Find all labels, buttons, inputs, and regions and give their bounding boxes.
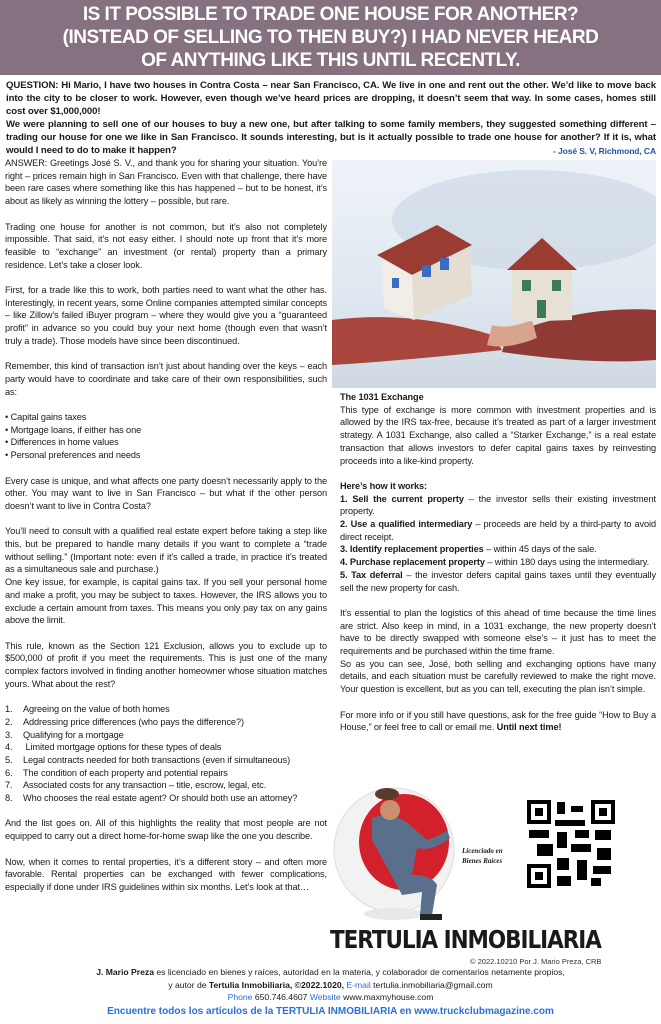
- list-number: 5.: [5, 754, 13, 765]
- phone-label: Phone: [227, 992, 253, 1002]
- paragraph: Now, when it comes to rental properties, it’s a different story – and often more favorable. Rental properties can be exchanged with fewer complications, especially if done under IRS guidelines within six months. Let’s look at that…: [5, 856, 327, 892]
- paragraph: So as you can see, José, both selling and exchanging options have many details, and each situation must be carefully reviewed to make the right move. Your question is excellent, but as you can tell, executing the plan isn’t simple.: [340, 658, 656, 695]
- step-text: – the investor sells their existing investment property.: [340, 493, 656, 517]
- list-item: [5, 741, 327, 754]
- paragraph: One key issue, for example, is capital gains tax. If you sell your personal home and make a profit, you may be subject to taxes. However, the IRS allows you to exclude a certain amount from taxes. This means you only pay tax on any gains above the limit.: [5, 577, 327, 626]
- paragraph: Remember, this kind of transaction isn’t just about handing over the keys – each party would have to coordinate and take care of their own responsibilities, such as:: [5, 361, 327, 397]
- list-number: 8.: [5, 793, 13, 804]
- list-item: [5, 792, 327, 805]
- paragraph-text: For more info or if you still have questions, ask for the free guide “How to Buy a House,” or feel free to call or email me.: [340, 709, 656, 733]
- list-text: Agreeing on the value of both homes: [23, 704, 170, 715]
- list-number: 4.: [5, 742, 13, 753]
- step-text: – proceeds are held by a third-party to avoid direct receipt.: [340, 519, 656, 542]
- paragraph: [340, 709, 656, 734]
- list-item: [5, 767, 327, 780]
- headline-line: OF ANYTHING LIKE THIS UNTIL RECENTLY.: [141, 50, 520, 71]
- step-title: 3. Identify replacement properties: [340, 544, 484, 555]
- section-heading: The 1031 Exchange: [340, 392, 424, 402]
- question-paragraph: We were planning to sell one of our houses to buy a new one, but after talking to some family members, they suggested something different – trading our house for one we like in San Francisco. It sounds interesting, but is it actually possible to trade one house for another? If it is, what would I need to do to make it happen?: [6, 119, 656, 156]
- bullet-list: [5, 411, 327, 462]
- paragraph: This rule, known as the Section 121 Exclusion, allows you to exclude up to $500,000 of profit if you meet the requirements. This is just one of the many complex factors involved in finding another homeowner whose situation matches yours. What about the rest?: [5, 640, 327, 689]
- list-item: [5, 779, 327, 792]
- steps-list: [340, 493, 656, 595]
- caption-line: Bienes Raíces: [462, 857, 503, 865]
- paragraph: This type of exchange is more common with investment properties and is allowed by the IRS tax-free, because it’s treated as part of a larger investment strategy. A 1031 Exchange, also called a “Starker Exchange,” is a real estate transaction that allows investors to defer capital gains taxes by reinvesting proceeds into a like-kind property.: [340, 404, 656, 466]
- paragraph: Trading one house for another is not common, but it’s also not completely impossible. That said, it’s not easy either. I should note up front that it’s more feasible to “exchange” an investment (or rental) property than a primary residence. Let’s take a closer look.: [5, 221, 327, 270]
- footer-line: [0, 979, 661, 992]
- list-text: Who chooses the real estate agent? Or should both use an attorney?: [23, 793, 298, 804]
- footer-line: [0, 966, 661, 979]
- email-link[interactable]: tertulia.inmobiliaria@gmail.com: [370, 979, 493, 990]
- copyright-text: © 2022.10210 Por J. Mario Preza, CRB: [470, 957, 602, 966]
- list-text: Associated costs for any transaction – title, escrow, legal, etc.: [23, 780, 267, 791]
- headline: [0, 0, 661, 75]
- paragraph: First, for a trade like this to work, both parties need to want what the other has. Interestingly, in recent years, some Online companies attempted similar concepts – like Zillow’s failed iBuyer program – where they would give you a “guaranteed profit” in advance so you could buy your next home (though even that wasn’t truly a trade). Those models have since been discontinued.: [5, 285, 327, 346]
- list-text: Addressing price differences (who pays the difference?): [23, 716, 244, 727]
- list-number: 3.: [5, 729, 13, 740]
- list-number: 7.: [5, 780, 13, 791]
- house-left-icon: [377, 225, 472, 320]
- numbered-list: [5, 703, 327, 805]
- answer-right-column: [340, 391, 656, 747]
- list-item: [5, 729, 327, 742]
- footer-line: [0, 991, 661, 1004]
- step-text: – the investor defers capital gains taxes until they eventually sell the new property for cash.: [340, 569, 656, 593]
- question-signature: - José S. V, Richmond, CA: [553, 146, 656, 156]
- houses-in-hands-photo: [332, 160, 656, 388]
- step-item: [340, 493, 656, 518]
- list-item: [5, 703, 327, 716]
- publication-name: Tertulia Inmobiliaria, ©2022.1020,: [208, 979, 345, 990]
- step-title: 5. Tax deferral: [340, 569, 403, 580]
- step-title: 1. Sell the current property: [340, 493, 464, 504]
- website-link[interactable]: www.maxmyhouse.com: [340, 992, 434, 1002]
- step-text: – within 180 days using the intermediary.: [484, 557, 650, 568]
- answer-left-column: [5, 157, 327, 906]
- list-text: Qualifying for a mortgage: [23, 729, 124, 740]
- question-paragraph: QUESTION: Hi Mario, I have two houses in Contra Costa – near San Francisco, CA. We live in one and rent out the other. We’d like to move back into the city to be closer to work. However, even though we’ve heard prices are dropping, it doesn’t seem that way. In some cases, homes still cost over $1,000,000!: [6, 80, 656, 117]
- step-item: [340, 556, 656, 569]
- list-item: [5, 716, 327, 729]
- list-number: 1.: [5, 704, 13, 715]
- list-text: The condition of each property and potential repairs: [23, 767, 228, 778]
- list-number: 6.: [5, 767, 13, 778]
- list-item: [5, 754, 327, 767]
- headline-line: IS IT POSSIBLE TO TRADE ONE HOUSE FOR ANOTHER?: [82, 4, 579, 25]
- footer: [0, 966, 661, 1018]
- caption-line: Licenciado en: [462, 847, 503, 855]
- licensed-caption: [462, 846, 503, 866]
- articles-link[interactable]: Encuentre todos los artículos de la TERTULIA INMOBILIARIA en www.truckclubmagazine.com: [107, 1005, 554, 1017]
- question-block: [6, 79, 656, 158]
- step-title: 4. Purchase replacement property: [340, 557, 485, 568]
- list-text: Limited mortgage options for these types of deals: [23, 742, 222, 753]
- phone-number[interactable]: 650.746.4607: [252, 992, 310, 1002]
- qr-code: [527, 800, 615, 888]
- step-item: [340, 569, 656, 594]
- email-label: E-mail: [344, 979, 371, 990]
- list-text: Legal contracts needed for both transactions (even if simultaneous): [23, 754, 291, 765]
- paragraph: It’s essential to plan the logistics of this ahead of time because the time lines are strict. Also keep in mind, in a 1031 exchange, the new property doesn’t have to be directly swapped with someone else’s – it just has to meet the requirements and be purchased within the time frame.: [340, 607, 656, 657]
- author-name: J. Mario Preza: [96, 967, 154, 977]
- step-title: 2. Use a qualified intermediary: [340, 519, 473, 530]
- paragraph: You’ll need to consult with a qualified real estate expert before taking a step like this, but be prepared to handle many details if you want to complete a “trade without selling.” (Important note: even if it’s called a trade, in practice it’s treated as a simultaneous sale and purchase.): [5, 526, 327, 575]
- list-item: • Mortgage loans, if either has one: [5, 424, 327, 437]
- paragraph: ANSWER: Greetings José S. V., and thank you for sharing your situation. You’re right – prices remain high in San Francisco. Even with that challenge, there have been rare cases where something like this has happened – but to be honest, it’s about as likely as winning the lottery – possible, but rare.: [5, 158, 327, 207]
- step-item: [340, 518, 656, 543]
- website-label: Website: [309, 992, 341, 1002]
- subheading: Here’s how it works:: [340, 480, 428, 491]
- brand-logo-text: TERTULIA INMOBILIARIA: [330, 925, 601, 954]
- paragraph: And the list goes on. All of this highlights the reality that most people are not equipped to carry out a direct home-for-home swap like the one you describe.: [5, 818, 327, 842]
- step-text: – within 45 days of the sale.: [483, 544, 597, 555]
- list-item: • Personal preferences and needs: [5, 449, 327, 462]
- headline-line: (INSTEAD OF SELLING TO THEN BUY?) I HAD NEVER HEARD: [62, 27, 599, 48]
- list-number: 2.: [5, 716, 13, 727]
- list-item: • Differences in home values: [5, 436, 327, 449]
- closing-text: Until next time!: [496, 722, 562, 733]
- step-item: [340, 543, 656, 556]
- list-item: • Capital gains taxes: [5, 411, 327, 424]
- paragraph: Every case is unique, and what affects one party doesn’t necessarily apply to the other. You may want to live in San Francisco – but what if the other person doesn’t want to live in Contra Costa?: [5, 475, 327, 511]
- footer-text: y autor de: [168, 979, 209, 990]
- footer-text: es licenciado en bienes y raíces, autoridad en la materia, y colaborador de comentarios netamente propios,: [153, 967, 565, 977]
